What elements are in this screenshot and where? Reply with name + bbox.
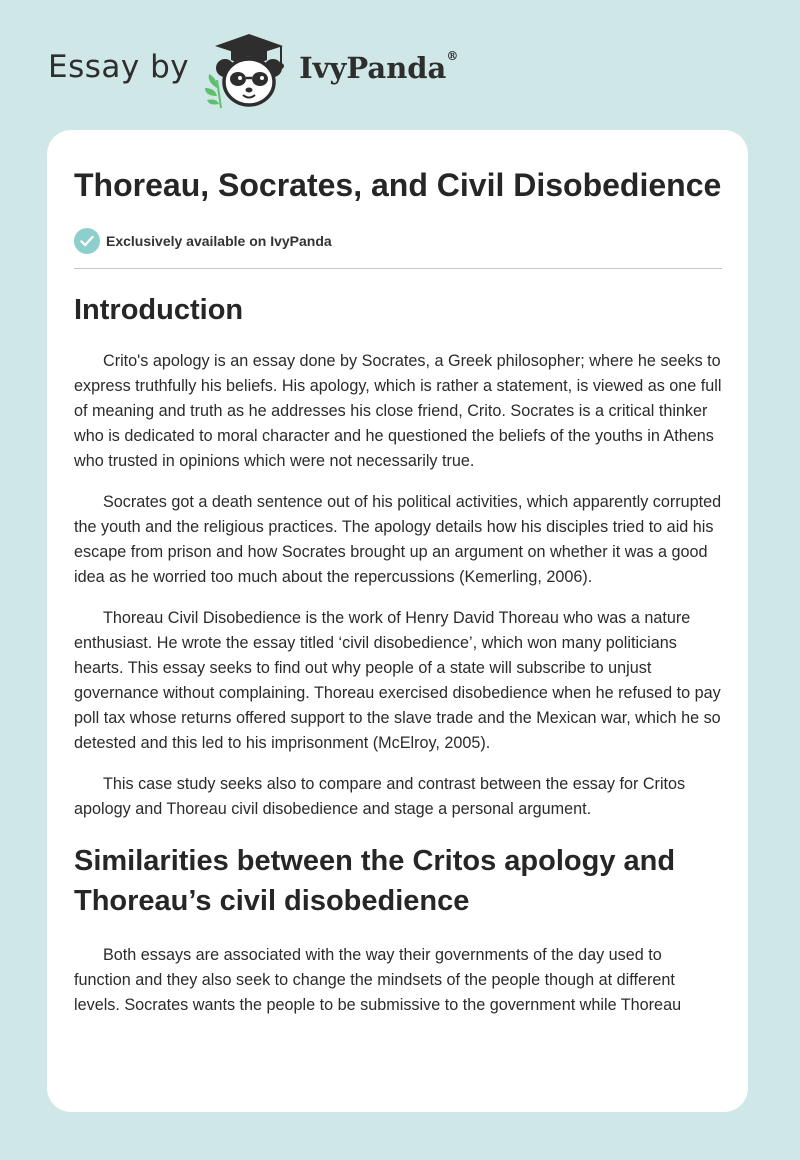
divider [74,268,722,269]
paragraph: This case study seeks also to compare and contrast between the essay for Critos apology and Thoreau civil disobedience and stage a personal argument. [74,775,686,818]
essay-content [74,130,722,1018]
essay-title: Thoreau, Socrates, and Civil Disobedience [74,167,722,203]
paragraph: Crito's apology is an essay done by Socrates, a Greek philosopher; where he seeks to express truthfully his beliefs. His apology, which is rather a statement, is viewed as one full of meaning and truth as he addresses his close friend, Crito. Socrates is a critical thinker who is dedicated to moral character and he questioned the beliefs of the youths in Athens who trusted in opinions which were not necessarily true. [74,352,722,470]
exclusive-badge [74,228,722,254]
paragraph: Both essays are associated with the way their governments of the day used to function and they also seek to change the mindsets of the people though at different levels. Socrates wants the people to be submissive to the government while Thoreau [74,946,682,1014]
section-heading-similarities: Similarities between the Critos apology and Thoreau’s civil disobedience [74,845,676,917]
site-header [48,30,458,110]
ivypanda-brand[interactable] [299,51,458,85]
essay-card [47,130,748,1112]
section-heading-introduction: Introduction [74,294,244,326]
brand-name: IvyPanda [299,51,447,85]
registered-mark: ® [446,49,459,63]
check-icon [74,228,100,254]
essay-by-label: Essay by [48,49,190,85]
paragraph: Socrates got a death sentence out of his political activities, which apparently corrupted the youth and the religious practices. The apology details how his disciples tried to aid his escape from prison and how Socrates brought up an argument on whether it was a good idea as he worried too much about the repercussions (Kemerling, 2006). [74,493,722,586]
exclusive-badge-label: Exclusively available on IvyPanda [106,233,332,249]
paragraph: Thoreau Civil Disobedience is the work of Henry David Thoreau who was a nature enthusiast. He wrote the essay titled ‘civil disobedience’, which won many politicians hearts. This essay seeks to find out why people of a state will subscribe to unjust governance without complaining. Thoreau exercised disobedience when he refused to pay poll tax whose returns offered support to the slave trade and the Mexican war, which he so detested and this led to his imprisonment (McElroy, 2005). [74,609,721,752]
panda-graduate-logo-icon[interactable] [203,30,295,110]
